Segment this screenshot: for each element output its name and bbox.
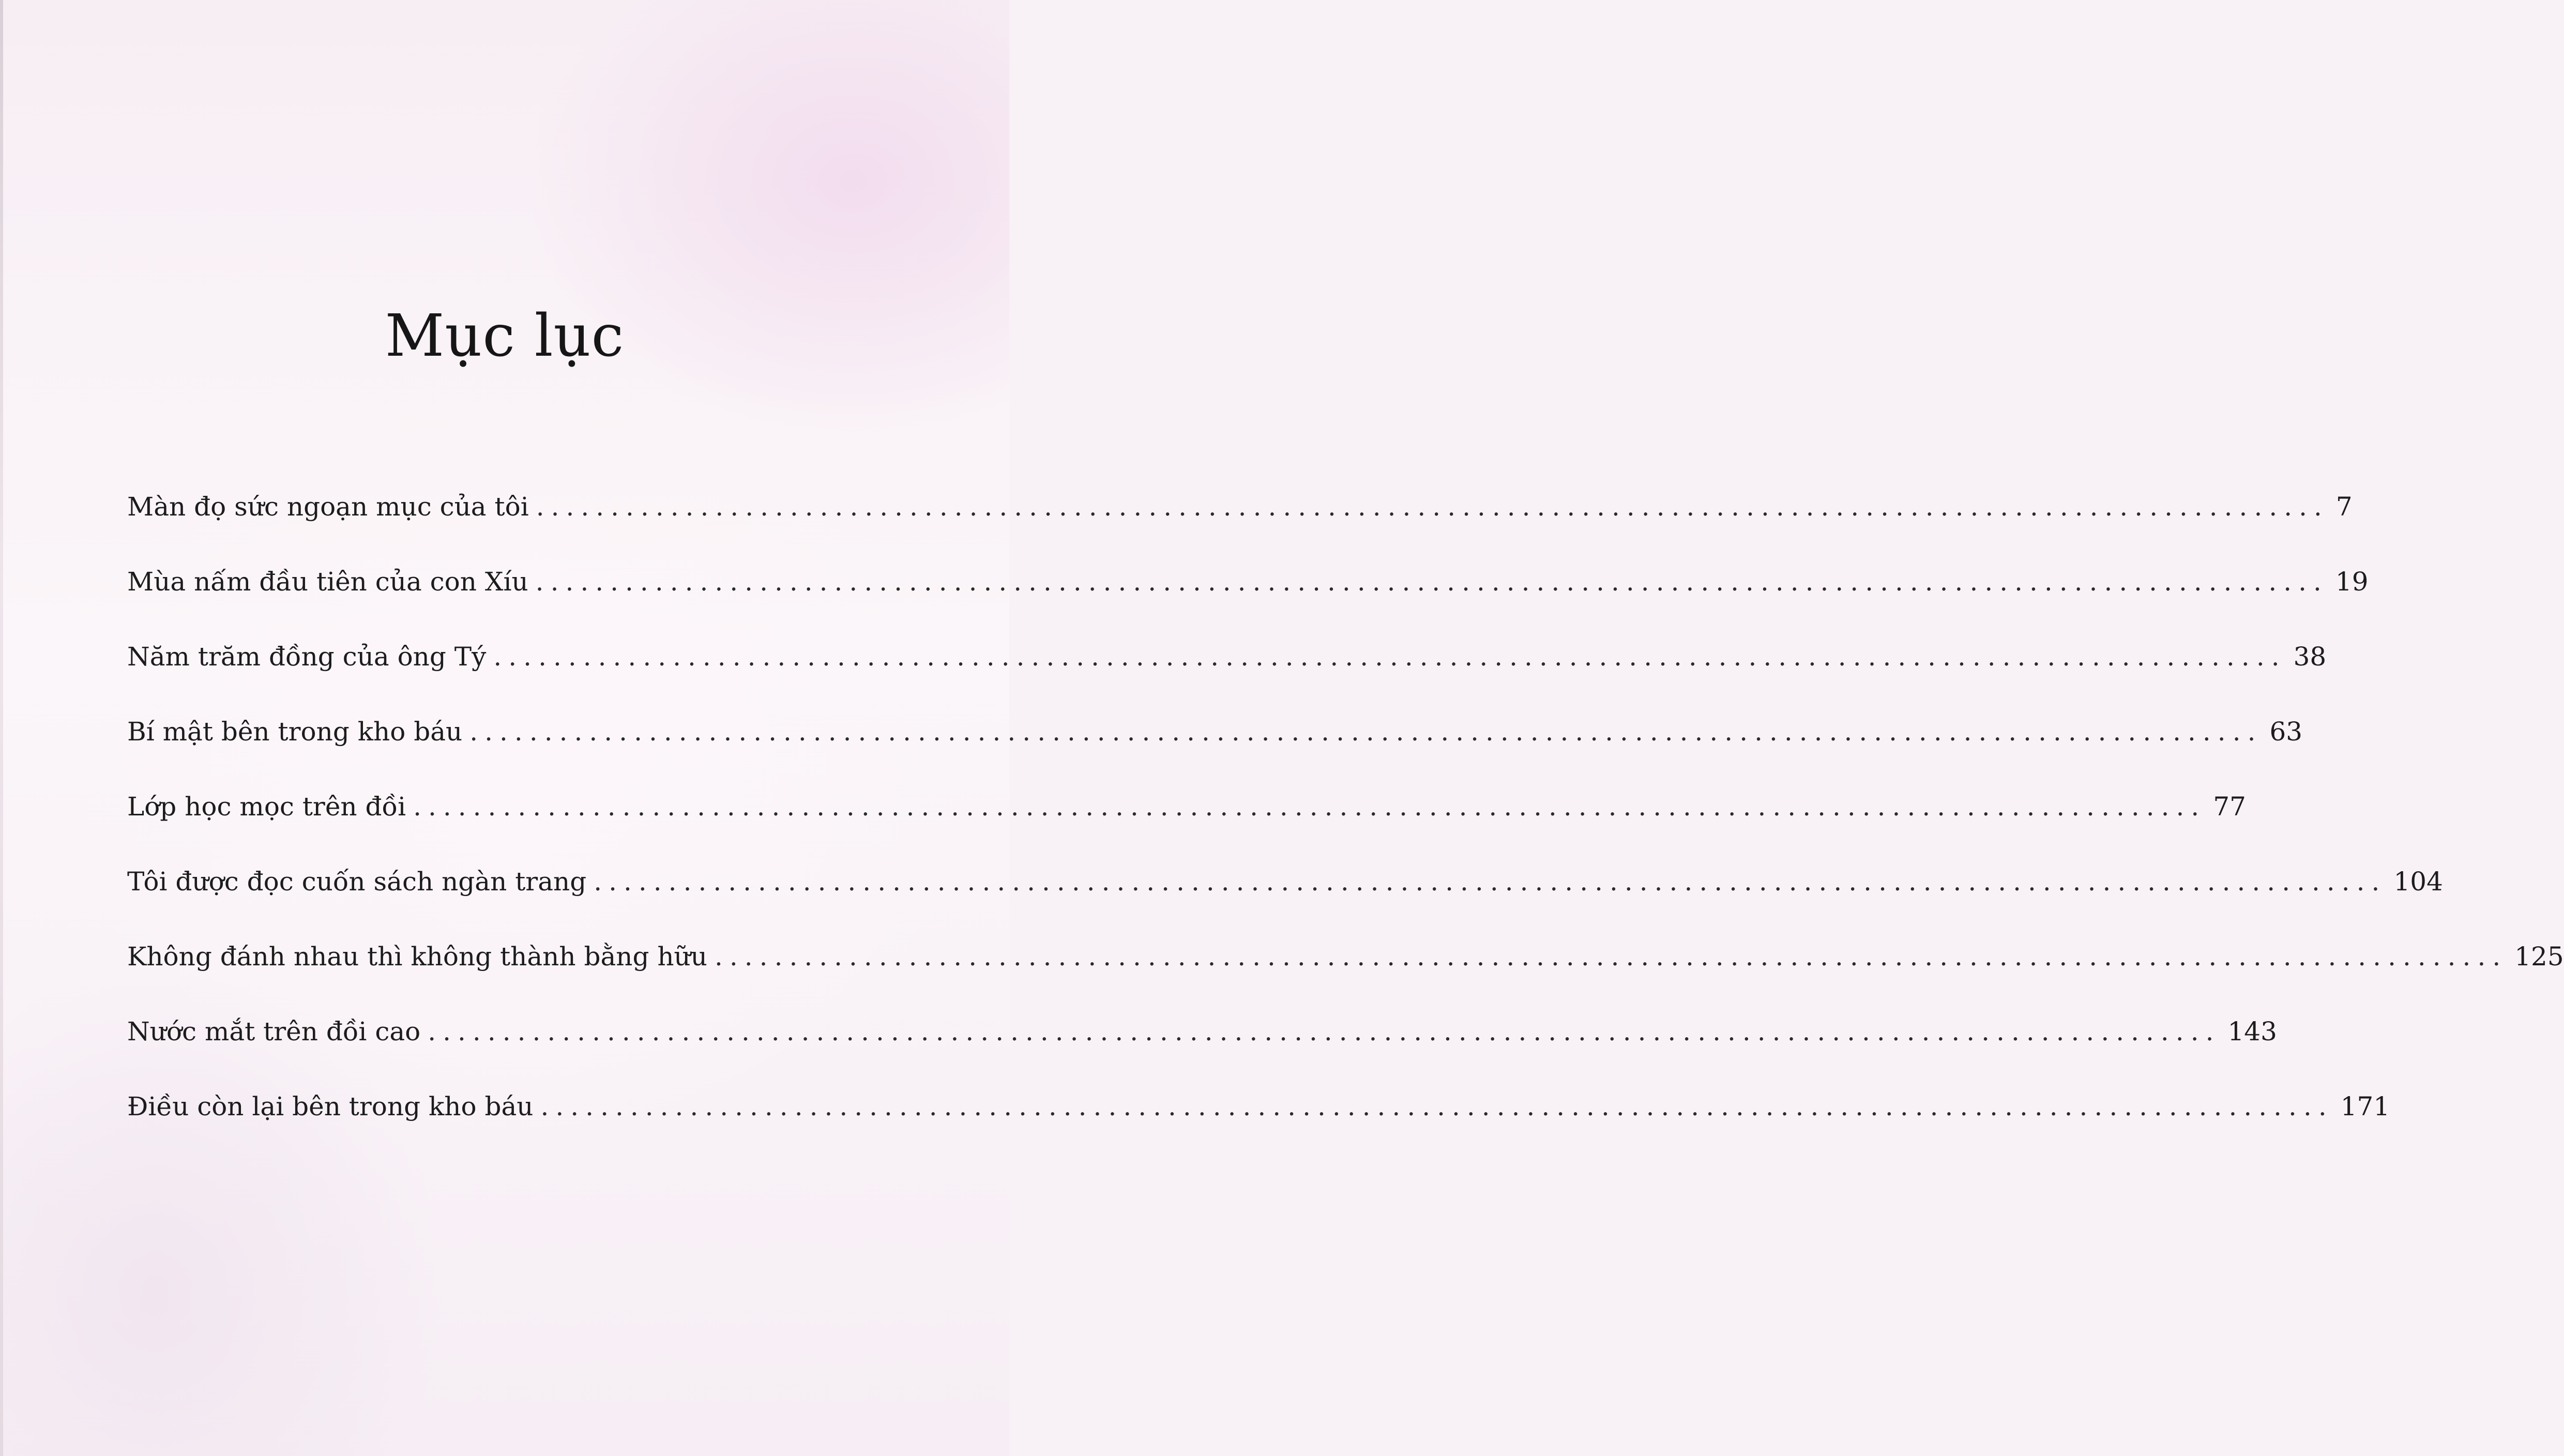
toc-dot-leader: ........................................................................................................................	[715, 942, 2508, 972]
toc-dot-leader: ........................................................................................................................	[536, 492, 2329, 522]
toc-dot-leader: ........................................................................................................................	[540, 1091, 2333, 1121]
toc-entry	[127, 706, 2303, 781]
toc-entry	[127, 781, 2246, 856]
toc-entry-page: 7	[2335, 492, 2353, 522]
toc-entry-page: 19	[2335, 567, 2369, 597]
toc-dot-leader: ........................................................................................................................	[535, 567, 2328, 597]
toc-entry-title: Mùa nấm đầu tiên của con Xíu	[127, 567, 528, 597]
toc-entry-page: 171	[2340, 1091, 2390, 1121]
toc-entry-title: Bí mật bên trong kho báu	[127, 717, 463, 747]
toc-dot-leader: ........................................................................................................................	[413, 792, 2206, 822]
toc-dot-leader: ........................................................................................................................	[428, 1017, 2221, 1046]
page-edge	[0, 0, 3, 1456]
toc-dot-leader: ........................................................................................................................	[469, 717, 2263, 747]
page-title: Mục lục	[385, 302, 625, 370]
toc-entry-page: 63	[2269, 717, 2303, 747]
toc-entry-page: 77	[2213, 792, 2246, 822]
toc-entry-page: 143	[2227, 1017, 2277, 1046]
toc-entry-title: Nước mắt trên đồi cao	[127, 1017, 421, 1046]
toc-dot-leader: ........................................................................................................................	[594, 867, 2387, 897]
toc-entry	[127, 1006, 2277, 1081]
toc-entry-title: Điều còn lại bên trong kho báu	[127, 1091, 534, 1121]
toc-entry	[127, 931, 2564, 1006]
toc-entry-page: 104	[2393, 867, 2443, 897]
toc-entry-title: Năm trăm đồng của ông Tý	[127, 642, 487, 672]
toc-dot-leader: ........................................................................................................................	[493, 642, 2286, 672]
toc-entry	[127, 631, 2327, 706]
table-of-contents	[127, 481, 2564, 1156]
toc-entry-title: Tôi được đọc cuốn sách ngàn trang	[127, 867, 587, 897]
toc-entry	[127, 856, 2443, 931]
toc-entry-title: Không đánh nhau thì không thành bằng hữu	[127, 942, 707, 972]
toc-entry	[127, 1081, 2390, 1156]
toc-entry-title: Lớp học mọc trên đồi	[127, 792, 406, 822]
toc-entry-page: 125	[2514, 942, 2564, 972]
toc-entry	[127, 556, 2369, 631]
toc-entry-title: Màn đọ sức ngoạn mục của tôi	[127, 492, 529, 522]
toc-entry-page: 38	[2293, 642, 2327, 672]
toc-entry	[127, 481, 2353, 556]
